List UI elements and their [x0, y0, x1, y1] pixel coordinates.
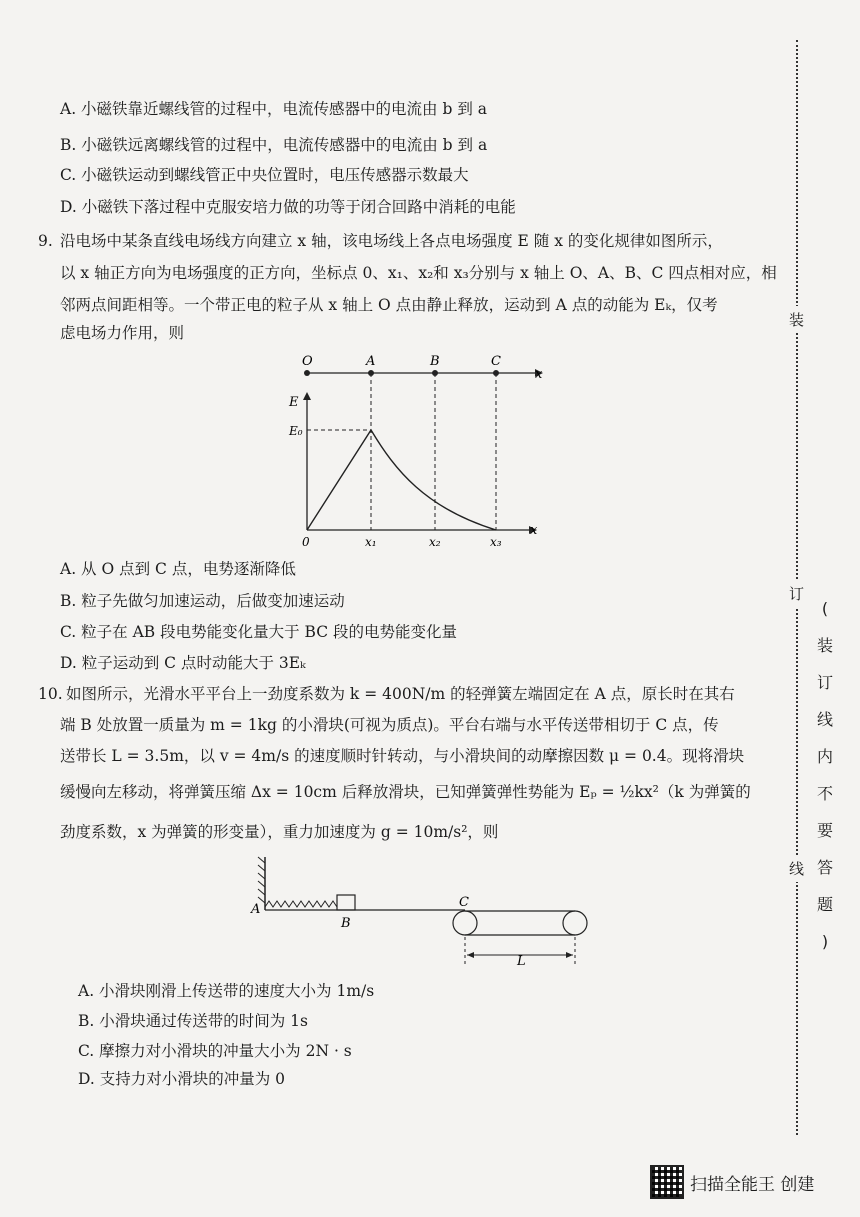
q10-stem-line-2: 端 B 处放置一质量为 m = 1kg 的小滑块(可视为质点)。平台右端与水平传送带相切于 C 点，传 — [60, 716, 719, 734]
q9-point-o: O — [302, 354, 313, 369]
q10-stem-line-1: 如图所示，光滑水平平台上一劲度系数为 k = 400N/m 的轻弹簧左端固定在 A 点，原长时在其右 — [66, 685, 735, 703]
q9-top-axis-label: x — [535, 367, 543, 382]
q9-e0-label: E₀ — [289, 424, 303, 438]
q10-spring-belt-figure — [245, 855, 595, 970]
q9-origin-label: 0 — [302, 535, 310, 549]
q10-option-b: B. 小滑块通过传送带的时间为 1s — [78, 1012, 308, 1030]
q10-spring — [265, 901, 337, 907]
q10-block-label: B — [341, 916, 351, 931]
q9-tick-x2: x₂ — [429, 535, 441, 549]
binding-notice-char-1: ( — [821, 599, 829, 618]
binding-notice-char-10: ) — [821, 932, 829, 951]
q8-option-a: A. 小磁铁靠近螺线管的过程中，电流传感器中的电流由 b 到 a — [60, 100, 487, 118]
q8-option-b: B. 小磁铁远离螺线管的过程中，电流传感器中的电流由 b 到 a — [60, 136, 488, 154]
q9-point-a: A — [366, 354, 376, 369]
binding-mark-ding: 订 — [789, 580, 804, 607]
q8-option-d: D. 小磁铁下落过程中克服安培力做的功等于闭合回路中消耗的电能 — [60, 198, 516, 216]
q9-field-curve — [307, 430, 496, 530]
q9-bottom-axis-label: x — [530, 523, 538, 538]
qr-code-icon — [650, 1165, 684, 1199]
q9-field-figure — [285, 350, 555, 550]
q9-stem-line-3: 邻两点间距相等。一个带正电的粒子从 x 轴上 O 点由静止释放，运动到 A 点的动能为 Eₖ，仅考 — [60, 296, 718, 314]
binding-notice-char-5: 内 — [816, 747, 833, 766]
q10-stem-line-3: 送带长 L = 3.5m，以 v = 4m/s 的速度顺时针转动，与小滑块间的动摩擦因数 μ = 0.4。现将滑块 — [60, 747, 745, 765]
q10-wall-label: A — [251, 902, 261, 917]
binding-notice-char-9: 题 — [816, 895, 833, 914]
q9-number: 9. — [38, 232, 53, 250]
q10-wall-hatch — [258, 857, 265, 903]
q10-left-pulley — [453, 911, 477, 935]
binding-notice — [815, 590, 835, 960]
q9-point-c: C — [491, 354, 501, 369]
q10-right-pulley — [563, 911, 587, 935]
q9-stem-line-4: 虑电场力作用，则 — [60, 324, 185, 342]
q9-option-d: D. 粒子运动到 C 点时动能大于 3Eₖ — [60, 654, 306, 672]
binding-notice-char-4: 线 — [816, 710, 833, 729]
q10-belt-label: C — [459, 895, 469, 910]
q10-block — [337, 895, 355, 910]
q10-stem-line-4: 缓慢向左移动，将弹簧压缩 Δx = 10cm 后释放滑块，已知弹簧弹性势能为 Eₚ = ½kx²（k 为弹簧的 — [60, 783, 751, 801]
q10-dim-arrow-right — [566, 952, 573, 958]
q10-number: 10. — [38, 685, 63, 703]
binding-notice-char-3: 订 — [816, 673, 833, 692]
scanner-footer-text: 扫描全能王 创建 — [690, 1174, 815, 1195]
q10-length-label: L — [517, 954, 526, 969]
q9-stem-line-2: 以 x 轴正方向为电场强度的正方向，坐标点 0、x₁、x₂和 x₃分别与 x 轴上 O、A、B、C 四点相对应，相 — [60, 264, 777, 282]
q10-option-a: A. 小滑块刚滑上传送带的速度大小为 1m/s — [78, 982, 375, 1000]
q9-e-axis-label: E — [289, 395, 299, 410]
q10-dim-arrow-left — [467, 952, 474, 958]
scanner-footer — [650, 1165, 814, 1199]
q9-tick-x3: x₃ — [490, 535, 502, 549]
binding-mark-xian: 线 — [789, 855, 804, 882]
q9-option-a: A. 从 O 点到 C 点，电势逐渐降低 — [60, 560, 296, 578]
q10-stem-line-5: 劲度系数，x 为弹簧的形变量），重力加速度为 g = 10m/s²，则 — [60, 823, 499, 841]
q9-point-b: B — [430, 354, 440, 369]
q9-option-c: C. 粒子在 AB 段电势能变化量大于 BC 段的电势能变化量 — [60, 623, 457, 641]
binding-mark-zhuang: 装 — [789, 306, 804, 333]
q9-tick-x1: x₁ — [365, 535, 377, 549]
q10-option-c: C. 摩擦力对小滑块的冲量大小为 2N · s — [78, 1042, 352, 1060]
q10-option-d: D. 支持力对小滑块的冲量为 0 — [78, 1070, 286, 1088]
binding-notice-char-8: 答 — [816, 858, 833, 877]
binding-notice-char-2: 装 — [816, 636, 833, 655]
q9-point-o-dot — [304, 370, 310, 376]
q9-stem-line-1: 沿电场中某条直线电场线方向建立 x 轴，该电场线上各点电场强度 E 随 x 的变化规律如图所示， — [60, 232, 723, 250]
q8-option-c: C. 小磁铁运动到螺线管正中央位置时，电压传感器示数最大 — [60, 166, 469, 184]
binding-notice-char-6: 不 — [816, 784, 833, 803]
q9-option-b: B. 粒子先做匀加速运动，后做变加速运动 — [60, 592, 345, 610]
binding-notice-char-7: 要 — [816, 821, 833, 840]
q9-e-axis-arrow — [303, 392, 311, 400]
